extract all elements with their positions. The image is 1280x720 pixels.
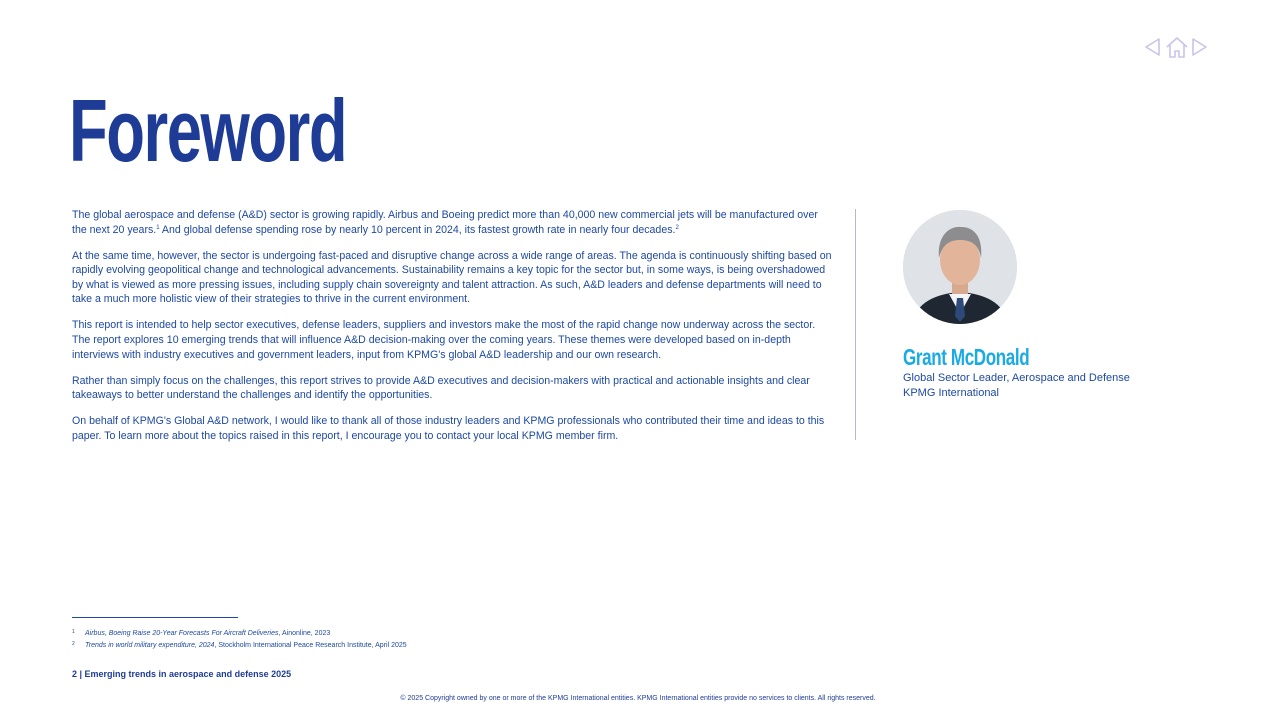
footnote-1 — [72, 627, 407, 639]
paragraph-5: On behalf of KPMG's Global A&D network, I would like to thank all of those industry leaders and KPMG professionals who contributed their time and ideas to this paper. To learn more about the topics raised in this report, I encourage you to contact your local KPMG member firm. — [72, 415, 825, 442]
home-icon[interactable] — [1165, 36, 1189, 65]
paragraph-4: Rather than simply focus on the challenges, this report strives to provide A&D executives and decision-makers with practical and actionable insights and clear takeaways to better understand the challenges and identify the opportunities. — [72, 374, 810, 402]
paragraph-1 — [72, 208, 832, 237]
footnote-divider — [72, 617, 238, 618]
footnote-title: Airbus, Boeing Raise 20-Year Forecasts For Aircraft Deliveries — [85, 630, 279, 637]
paragraph-1-text-a: The global aerospace and defense (A&D) sector is growing rapidly. Airbus and Boeing predict more than 40,000 new commercial jets will be manufactured over the next 20 years. — [72, 209, 818, 236]
footnote-title: Trends in world military expenditure, 2024 — [85, 642, 215, 649]
copyright-notice: © 2025 Copyright owned by one or more of the KPMG International entities. KPMG International entities provide no services to clients. All rights reserved. — [400, 695, 876, 702]
footnote-ref-2: 2 — [675, 224, 679, 231]
author-photo — [903, 210, 1017, 324]
footnote-ref-1: 1 — [156, 224, 160, 231]
page-title: Foreword — [69, 81, 347, 180]
footnote-source: , Ainonline, 2023 — [278, 630, 331, 637]
vertical-divider — [855, 209, 856, 440]
footnote-2 — [72, 639, 407, 651]
paragraph-1-text-b: And global defense spending rose by nearly 10 percent in 2024, its fastest growth rate in nearly four decades. — [159, 223, 676, 236]
author-organization: KPMG International — [903, 387, 999, 399]
paragraph-3: This report is intended to help sector executives, defense leaders, suppliers and investors make the most of the rapid change now underway across the sector. The report explores 10 emerging trends that will influence A&D decision-making over the coming years. These themes were developed based on in-depth interviews with industry executives and government leaders, input from KPMG's global A&D leadership and our own research. — [72, 319, 816, 361]
page-footer-label: 2 | Emerging trends in aerospace and defense 2025 — [72, 669, 292, 679]
next-arrow-icon[interactable] — [1191, 36, 1208, 63]
page-navigation — [1144, 36, 1210, 60]
prev-arrow-icon[interactable] — [1144, 36, 1161, 63]
footnote-source: , Stockholm International Peace Research Institute, April 2025 — [214, 642, 407, 649]
paragraph-2: At the same time, however, the sector is undergoing fast-paced and disruptive change across a wide range of areas. The agenda is continuously shifting based on rapidly evolving geopolitical change and technological advancements. Sustainability remains a key topic for the sector but, in some ways, is being overshadowed by what is viewed as more pressing issues, including supply chain sovereignty and talent attraction. As such, A&D leaders and defense departments will need to take a much more holistic view of their strategies to thrive in the current environment. — [72, 249, 832, 306]
author-role: Global Sector Leader, Aerospace and Defense — [903, 372, 1130, 384]
footnote-number: 2 — [72, 641, 75, 647]
author-name: Grant McDonald — [903, 344, 1030, 370]
footnotes — [72, 627, 407, 651]
footnote-number: 1 — [72, 629, 75, 635]
foreword-body — [72, 208, 832, 455]
